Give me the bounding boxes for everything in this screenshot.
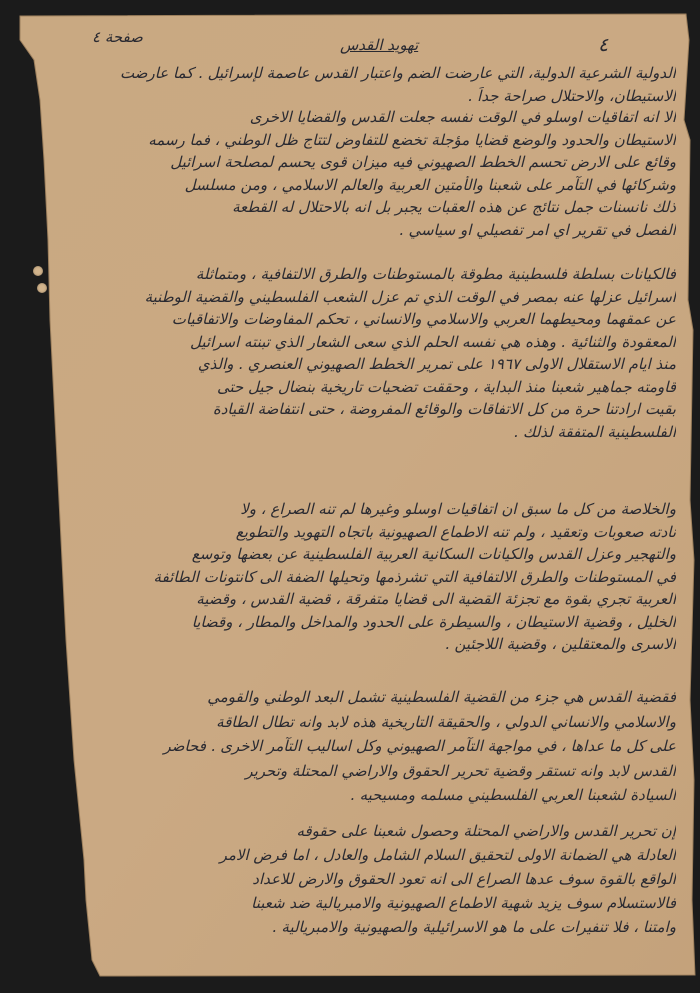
text-line: الخليل ، وقضية الاستيطان ، والسيطرة على الحدود والمداخل والمطار ، وقضايا xyxy=(191,612,676,631)
text-line: الاستيطان والحدود والوضع قضايا مؤجلة تخضع للتفاوض لتتاج ظل الوطني ، فما رسمه xyxy=(148,130,676,149)
text-line: منذ ايام الاستقلال الاولى ١٩٦٧ على تمرير الخطط الصهيوني العنصري . والذي xyxy=(197,355,676,373)
text-line: على كل ما عداها ، في مواجهة التآمر الصهيوني وكل اساليب التآمر الاخرى . فحاضر xyxy=(163,737,676,755)
text-line: والاسلامي والانساني الدولي ، والحقيقة التاريخية هذه لابد وانه تطال الطاقة xyxy=(216,712,676,731)
text-line: الاستيطان، والاحتلال صراحة جداً . xyxy=(467,86,676,105)
text-line: فالكيانات بسلطة فلسطينية مطوقة بالمستوطنات والطرق الالتفافية ، ومتماثلة xyxy=(195,265,676,283)
text-line: ذلك نانسنات جمل نتائج عن هذه العقبات يجبر بل انه بالاحتلال له القطعة xyxy=(232,198,676,216)
text-line: الاسرى والمعتقلين ، وقضية اللاجئين . xyxy=(444,635,676,653)
text-line: والتهجير وعزل القدس والكيانات السكانية العربية الفلسطينية عن بعضها وتوسع xyxy=(191,545,676,563)
text-line: السيادة لشعبنا العربي الفلسطيني مسلمه ومسيحيه . xyxy=(350,786,676,804)
text-line: المعقودة والثنائية . وهذه هي نفسه الحلم الذي سعى الشعار الذي تبنته اسرائيل xyxy=(190,332,676,351)
text-line: وقائع على الارض تحسم الخطط الصهيوني فيه ميزان قوى يحسم لمصلحة اسرائيل xyxy=(170,153,676,171)
text-line: قاومته جماهير شعبنا منذ البداية ، وحققت تضحيات تاريخية بنضال جيل حتى xyxy=(216,377,676,396)
text-line: الواقع بالقوة سوف عدها الصراع الى انه تعود الحقوق والارض للاعداد xyxy=(252,870,676,888)
text-line: عن عمقهما ومحيطهما العربي والاسلامي والانساني ، تحكم المفاوضات والاتفاقيات xyxy=(171,310,676,328)
document-title: تهويد القدس xyxy=(340,36,419,54)
text-line: فالاستسلام سوف يزيد شهية الاطماع الصهيونية والامبريالية ضد شعبنا xyxy=(251,894,676,912)
text-line: القدس لابد وانه تستقر وقضية تحرير الحقوق والاراضي المحتلة وتحرير xyxy=(245,761,676,780)
text-line: وشركائها في التآمر على شعبنا والأمتين العربية والعالم الاسلامي ، ومن مسلسل xyxy=(184,175,676,194)
text-line: بقيت ارادتنا حرة من كل الاتفاقات والوقائع المفروضة ، حتى انتفاضة القيادة xyxy=(212,400,676,418)
text-line: الدولية الشرعية الدولية، التي عارضت الضم واعتبار القدس عاصمة لإسرائيل . كما عارضت xyxy=(119,64,676,82)
page-number-left: صفحة ٤ xyxy=(92,28,143,46)
text-line: اسرائيل عزلها عنه بمصر في الوقت الذي تم عزل الشعب الفلسطيني والقضية الوطنية xyxy=(144,287,676,306)
page-number-right: ٤ xyxy=(598,34,609,56)
text-line: الا انه اتفاقيات اوسلو في الوقت نفسه جعلت القدس والقضايا الاخرى xyxy=(249,108,676,126)
text-line: وامتنا ، فلا تنفيرات على ما هو الاسرائيلية والصهيونية والامبريالية . xyxy=(271,918,676,936)
text-line: العربية تجري بقوة مع تجزئة القضية الى قضايا متفرقة ، قضية القدس ، وقضية xyxy=(196,590,676,608)
text-line: الفصل في تقرير اي امر تفصيلي او سياسي . xyxy=(398,220,676,239)
text-line: إن تحرير القدس والاراضي المحتلة وحصول شعبنا على حقوقه xyxy=(296,822,676,840)
text-line: نادته صعوبات وتعقيد ، ولم تنه الاطماع الصهيونية باتجاه التهويد والتطويع xyxy=(235,522,676,541)
text-line: العادلة هي الضمانة الاولى لتحقيق السلام الشامل والعادل ، اما فرض الامر xyxy=(219,846,676,864)
text-line: في المستوطنات والطرق الالتفافية التي تشرذمها وتحيلها الضفة الى كانتونات الطائفة xyxy=(153,567,676,586)
text-line: والخلاصة من كل ما سبق ان اتفاقيات اوسلو وغيرها لم تنه الصراع ، ولا xyxy=(240,500,676,518)
text-line: فقضية القدس هي جزء من القضية الفلسطينية تشمل البعد الوطني والقومي xyxy=(207,688,676,706)
text-line: الفلسطينية المتفقة لذلك . xyxy=(513,422,676,441)
